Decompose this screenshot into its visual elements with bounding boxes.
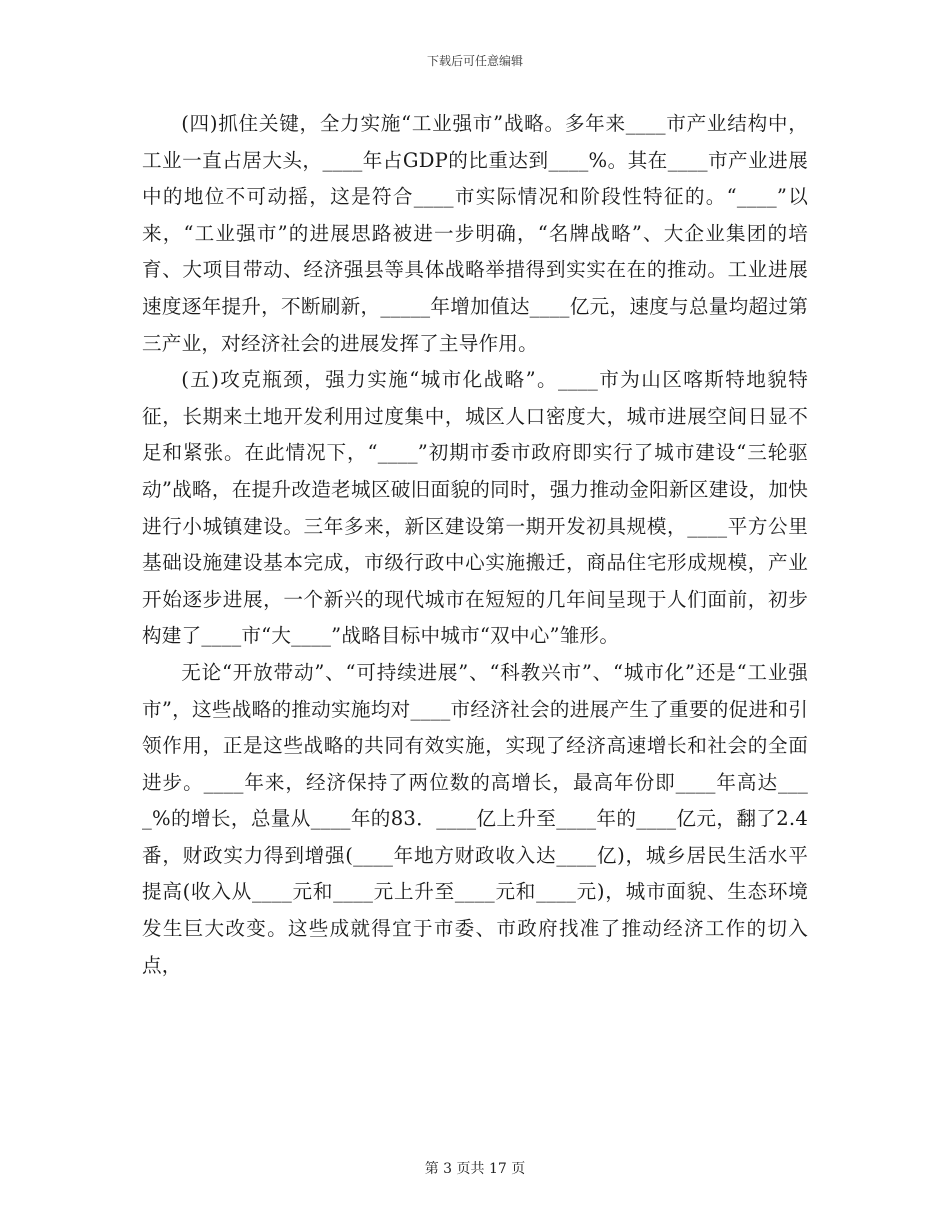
paragraph-urbanization-strategy: (五)攻克瓶颈，强力实施“城市化战略”。____市为山区喀斯特地貌特征，长期来土地开发利用过度集中，城区人口密度大，城市进展空间日显不足和紧张。在此情况下，“____”初期市委市政府即实行了城市建设“三轮驱动”战略，在提升改造老城区破旧面貌的同时，强力推动金阳新区建设，加快进行小城镇建设。三年多来，新区建设第一期开发初具规模，____平方公里基础设施建设基本完成，市级行政中心实施搬迁，商品住宅形成规模，产业开始逐步进展，一个新兴的现代城市在短短的几年间呈现于人们面前，初步构建了____市“大____”战略目标中城市“双中心”雏形。 xyxy=(142,368,808,648)
page-header: 下载后可任意编辑 xyxy=(426,54,523,68)
paragraph-strategy-summary: 无论“开放带动”、“可持续进展”、“科教兴市”、“城市化”还是“工业强市”，这些战略的推动实施均对____市经济社会的进展产生了重要的促进和引领作用，正是这些战略的共同有效实施，实现了经济高速增长和社会的全面进步。____年来，经济保持了两位数的高增长，最高年份即____年高达____%的增长，总量从____年的83．____亿上升至____年的____亿元，翻了2.4番，财政实力得到增强(____年地方财政收入达____亿)，城乡居民生活水平提高(收入从____元和____元上升至____元和____元)，城市面貌、生态环境发生巨大改变。这些成就得宜于市委、市政府找准了推动经济工作的切入点， xyxy=(142,660,808,977)
document-body xyxy=(142,106,808,984)
page-footer: 第 3 页共 17 页 xyxy=(424,1161,526,1177)
paragraph-industrial-strategy: (四)抓住关键，全力实施“工业强市”战略。多年来____市产业结构中，工业一直占居大头，____年占GDP的比重达到____%。其在____市产业进展中的地位不可动摇，这是符合____市实际情况和阶段性特征的。“____”以来，“工业强市”的进展思路被进一步明确，“名牌战略”、大企业集团的培育、大项目带动、经济强县等具体战略举措得到实实在在的推动。工业进展速度逐年提升，不断刷新，_____年增加值达____亿元，速度与总量均超过第三产业，对经济社会的进展发挥了主导作用。 xyxy=(142,112,808,355)
